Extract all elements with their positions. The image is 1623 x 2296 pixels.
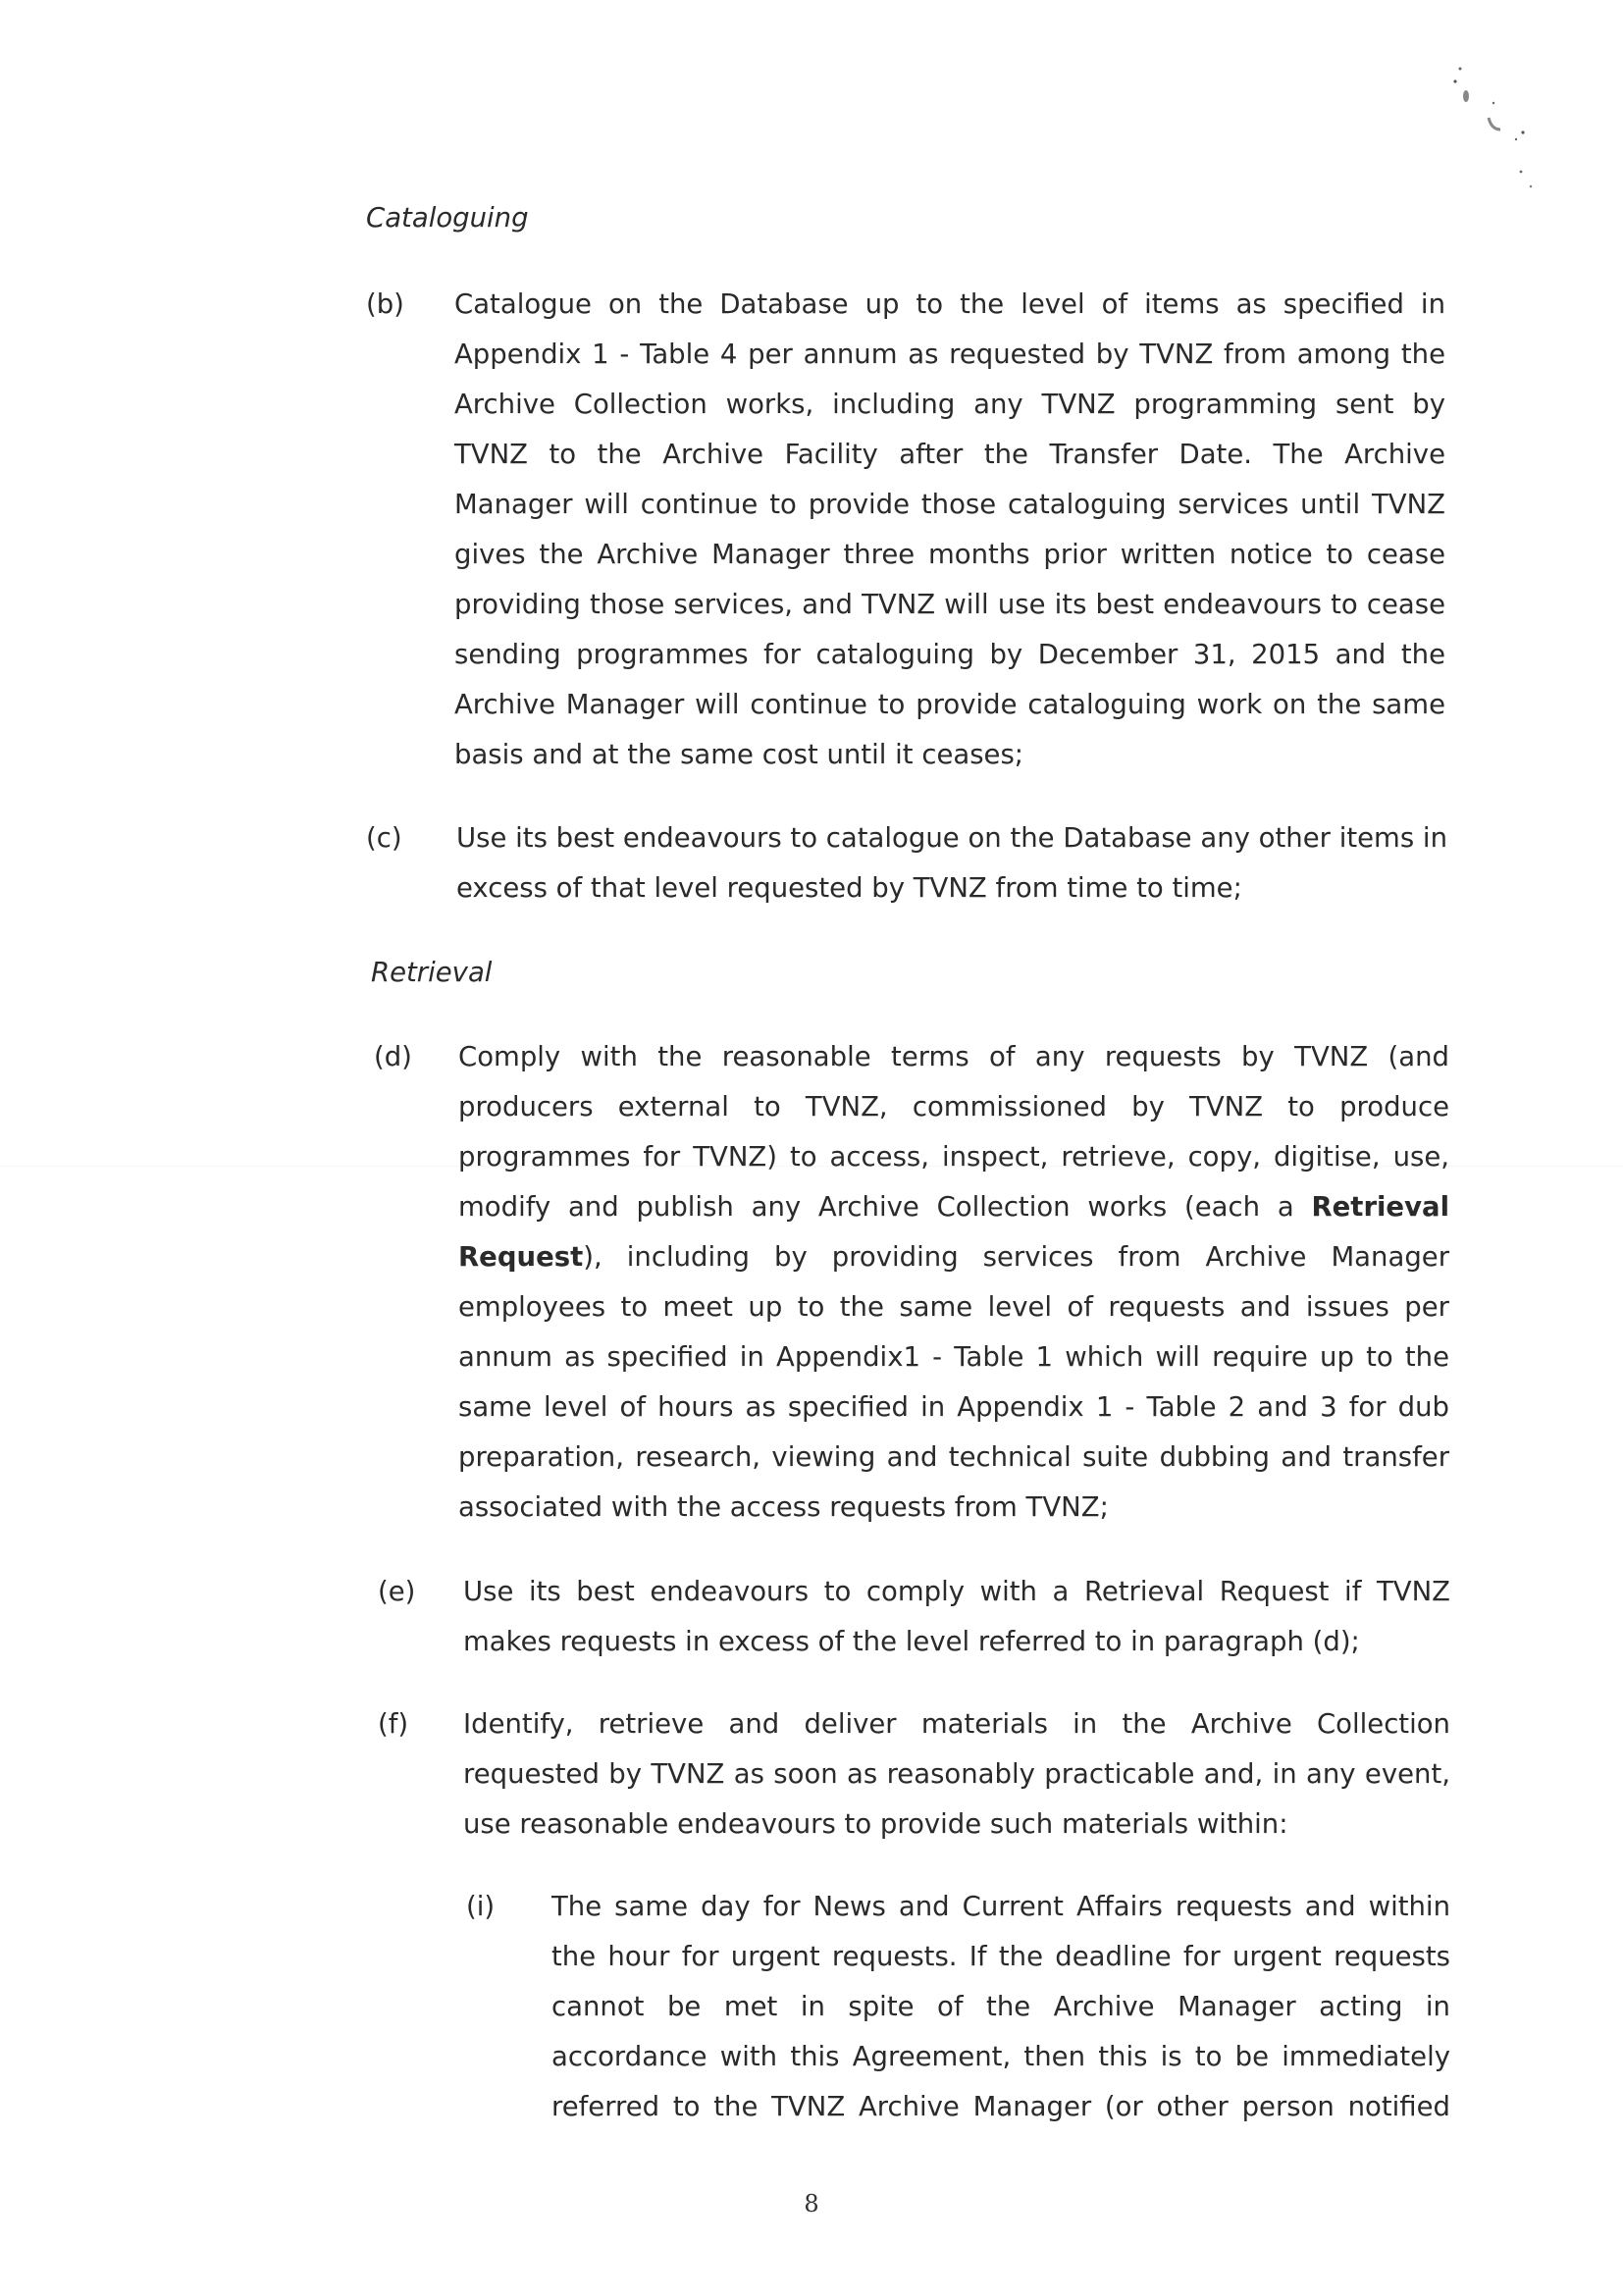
clause-label: (b) (366, 288, 404, 320)
clause-text: Use its best endeavours to catalogue on the Database any other items in excess of that level requested by TVNZ from time to time; (456, 822, 1447, 904)
clause-d (366, 1032, 1449, 1542)
clause-e (366, 1567, 1450, 1675)
clause-label: (f) (378, 1708, 409, 1740)
subclause-label: (i) (466, 1891, 496, 1922)
clause-text: Use its best endeavours to comply with a Retrieval Request if TVNZ makes requests in excess of the level referred to in paragraph (d); (463, 1576, 1450, 1657)
section-heading-cataloguing: Cataloguing (366, 202, 529, 234)
clause-text (458, 1032, 1449, 1533)
clause-label: (d) (374, 1041, 412, 1072)
clause-f (366, 1699, 1450, 1856)
page-number: 8 (804, 2190, 819, 2218)
clause-c (366, 813, 1445, 921)
clause-text-after: ), including by providing services from Archive Manager employees to meet up to the same level of requests and issues per annum as specified in Appendix1 - Table 1 which will require up to the same level of hours as specified in Appendix 1 - Table 2 and 3 for dub preparation, research, viewing and technical suite dubbing and transfer associated with the access requests from TVNZ; (458, 1241, 1449, 1523)
clause-b (366, 280, 1445, 790)
scan-speckle-marks (1452, 49, 1570, 206)
clause-label: (c) (366, 822, 402, 854)
subclause-text: The same day for News and Current Affairs requests and within the hour for urgent requests. If the deadline for urgent requests cannot be met in spite of the Archive Manager acting in accordance with this Agreement, then this is to be immediately referred to the TVNZ Archive Manager (or other person notified (551, 1891, 1450, 2122)
defined-term-retrieval-request: Retrieval Request (458, 1191, 1449, 1273)
clause-text-before: Comply with the reasonable terms of any requests by TVNZ (and producers external to TVNZ, commissioned by TVNZ to produce programmes for TVNZ) to access, inspect, retrieve, copy, digitise, use, modify and publish any Archive Collection works (each a (458, 1041, 1449, 1223)
clause-text: Identify, retrieve and deliver materials in the Archive Collection requested by TVNZ as soon as reasonably practicable and, in any event, use reasonable endeavours to provide such materials within: (463, 1708, 1450, 1840)
subclause-i (366, 1882, 1450, 2147)
clause-text: Catalogue on the Database up to the level of items as specified in Appendix 1 - Table 4 per annum as requested by TVNZ from among the Archive Collection works, including any TVNZ programming sent by TVNZ to the Archive Facility after the Transfer Date. The Archive Manager will continue to provide those cataloguing services until TVNZ gives the Archive Manager three months prior written notice to cease providing those services, and TVNZ will use its best endeavours to cease sending programmes for cataloguing by December 31, 2015 and the Archive Manager will continue to provide cataloguing work on the same basis and at the same cost until it ceases; (454, 288, 1445, 770)
section-heading-retrieval: Retrieval (371, 957, 493, 988)
clause-label: (e) (378, 1576, 416, 1607)
